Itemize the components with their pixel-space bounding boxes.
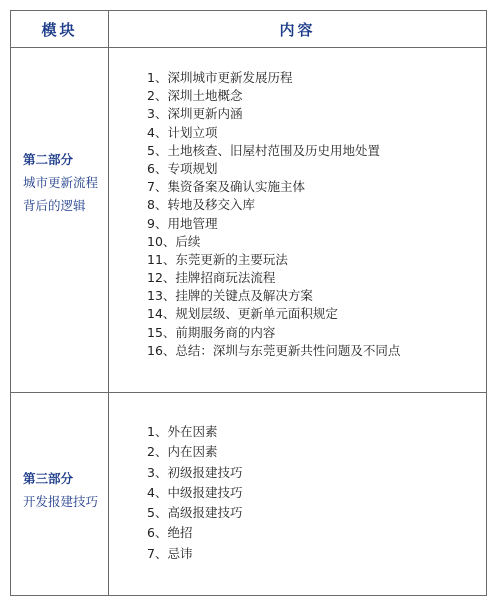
list-item: 7、集资备案及确认实施主体	[147, 179, 305, 195]
list-item: 12、挂牌招商玩法流程	[147, 270, 276, 286]
list-item: 6、绝招	[147, 525, 193, 541]
list-item: 1、外在因素	[147, 424, 218, 439]
section-title: 第三部分	[23, 471, 74, 486]
list-item: 15、前期服务商的内容	[147, 324, 276, 340]
list-item: 8、转地及移交入库	[147, 197, 255, 213]
list-item: 2、内在因素	[147, 444, 218, 460]
list-item: 1、深圳城市更新发展历程	[147, 70, 293, 85]
section-subtitle-line: 开发报建技巧	[23, 494, 99, 509]
header-content: 内容	[279, 20, 316, 39]
section-label-part3	[11, 467, 108, 513]
list-item: 10、后续	[147, 233, 201, 249]
section-items-part3	[147, 422, 242, 564]
header-module: 模块	[41, 20, 78, 39]
list-item: 4、中级报建技巧	[147, 484, 243, 500]
list-item: 5、土地核查、旧屋村范围及历史用地处置	[147, 142, 380, 158]
column-divider	[108, 11, 109, 595]
list-item: 4、计划立项	[147, 124, 218, 140]
list-item: 3、初级报建技巧	[147, 464, 243, 480]
module-content-table	[10, 10, 487, 596]
list-item: 13、挂牌的关键点及解决方案	[147, 288, 313, 304]
section-items-part2	[147, 69, 400, 360]
list-item: 16、总结：深圳与东莞更新共性问题及不同点	[147, 342, 401, 358]
row-divider	[11, 392, 486, 393]
list-item: 7、忌讳	[147, 545, 193, 561]
section-title: 第二部分	[23, 152, 74, 167]
section-label-part2	[11, 148, 108, 217]
list-item: 2、深圳土地概念	[147, 88, 243, 104]
list-item: 5、高级报建技巧	[147, 505, 243, 521]
section-subtitle-line: 背后的逻辑	[23, 198, 86, 213]
section-subtitle-line: 城市更新流程	[23, 175, 99, 190]
list-item: 11、东莞更新的主要玩法	[147, 251, 288, 267]
list-item: 9、用地管理	[147, 215, 218, 231]
list-item: 3、深圳更新内涵	[147, 106, 243, 122]
header-divider	[11, 47, 486, 48]
list-item: 14、规划层级、更新单元面积规定	[147, 306, 338, 322]
list-item: 6、专项规划	[147, 160, 218, 176]
